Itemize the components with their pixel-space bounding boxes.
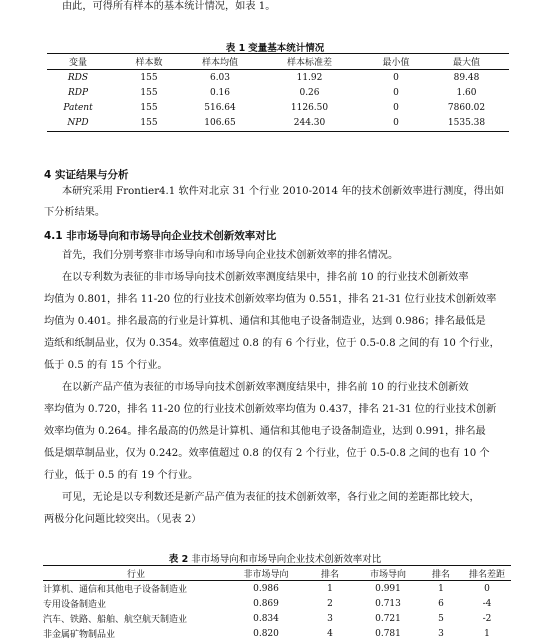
table-cell: 专用设备制造业 (43, 600, 107, 610)
table-cell: -2 (482, 613, 492, 624)
table-row (43, 626, 511, 641)
table-cell: 89.48 (453, 72, 480, 83)
table-cell: 0 (393, 117, 399, 128)
table-cell: 0 (484, 583, 490, 594)
table-cell: 0.721 (375, 613, 401, 624)
section-heading-4-1: 4.1 非市场导向和市场导向企业技术创新效率对比 (44, 230, 277, 242)
table-cell: 1535.38 (447, 117, 486, 128)
table-cell: 计算机、通信和其他电子设备制造业 (43, 585, 188, 595)
table2-header-cell: 排名 (320, 570, 339, 580)
paragraph-line: 低是烟草制品业，仅为 0.242。效率值超过 0.8 的仅有 2 个行业，位于 0.5-0.8 之间的也有 10 个 (44, 448, 490, 459)
table2-body (43, 581, 511, 641)
table1-header-cell: 样本标准差 (286, 58, 332, 68)
table-cell: 1 (327, 583, 333, 594)
paragraph-line: 均值为 0.401。排名最高的行业是计算机、通信和其他电子设备制造业，达到 0.986；排名最低是 (44, 316, 486, 327)
table-cell: 汽车、铁路、船舶、航空航天制造业 (43, 615, 188, 625)
paragraph-line: 行业，低于 0.5 的有 19 个行业。 (44, 470, 199, 481)
table-cell: 非金属矿物制品业 (43, 630, 116, 640)
table2-header (43, 566, 511, 581)
table2-header-cell: 行业 (126, 570, 145, 580)
table-cell: 1126.50 (290, 102, 329, 113)
table1-caption-label: 表 1 (225, 43, 246, 54)
table2-caption (0, 551, 550, 565)
table-cell: -4 (482, 598, 492, 609)
section-heading-4: 4 实证结果与分析 (44, 169, 129, 181)
table2-header-cell: 排名差距 (468, 570, 505, 580)
table2-header-cell: 非市场导向 (243, 570, 289, 580)
table-cell: 106.65 (204, 117, 236, 128)
table-row (43, 611, 511, 626)
paragraph-line: 首先，我们分别考察非市场导向和市场导向企业技术创新效率的排名情况。 (62, 250, 399, 261)
paragraph-line: 低于 0.5 的有 15 个行业。 (44, 360, 168, 371)
table2-header-cell: 市场导向 (369, 570, 406, 580)
table-cell: 0.991 (375, 583, 401, 594)
table-cell: 1 (438, 583, 444, 594)
table-cell: 3 (327, 613, 333, 624)
table-cell: 4 (327, 628, 333, 639)
table-cell: 3 (438, 628, 444, 639)
paragraph-line: 可见，无论是以专利数还是新产品产值为表征的技术创新效率，各行业之间的差距都比较大， (62, 492, 480, 503)
table-cell: 1 (484, 628, 490, 639)
intro-line: 由此，可得所有样本的基本统计情况，如表 1。 (62, 1, 276, 12)
table1-caption-text: 变量基本统计情况 (248, 43, 325, 54)
table-cell: 0.986 (253, 583, 279, 594)
table1-header-cell: 最小值 (382, 58, 410, 68)
table2-header-row (43, 566, 511, 581)
table-cell: Patent (63, 102, 93, 113)
paragraph-line: 造纸和纸制品业，仅为 0.354。效率值超过 0.8 的有 6 个行业，位于 0.5-0.8 之间的有 10 个行业， (44, 338, 500, 349)
table1-header-row (47, 54, 509, 69)
table-cell: 11.92 (296, 72, 323, 83)
table-cell: 0.820 (253, 628, 279, 639)
table-row (47, 85, 509, 100)
paragraph-line: 在以专利数为表征的非市场导向技术创新效率测度结果中，排名前 10 的行业技术创新效率 (62, 272, 469, 283)
table-cell: 1.60 (456, 87, 477, 98)
table-row (43, 596, 511, 611)
table1-header-cell: 样本数 (135, 58, 163, 68)
table-cell: 0 (393, 102, 399, 113)
table2-header-cell: 排名 (431, 570, 450, 580)
paragraph-line: 本研究采用 Frontier4.1 软件对北京 31 个行业 2010-2014 年的技术创新效率进行测度，得出如 (62, 186, 505, 197)
table-cell: NPD (67, 117, 89, 128)
paragraph-line: 在以新产品产值为表征的市场导向技术创新效率测度结果中，排名前 10 的行业技术创新效 (62, 382, 469, 393)
table2-caption-label: 表 2 (168, 554, 189, 565)
table-row (47, 70, 509, 85)
table-cell: 244.30 (293, 117, 326, 128)
table-cell: 0.26 (299, 87, 320, 98)
table-cell: 0 (393, 87, 399, 98)
table1 (47, 54, 509, 69)
table-cell: RDS (67, 72, 89, 83)
table1-bottom-rule (47, 131, 509, 132)
table1-header-cell: 最大值 (452, 58, 480, 68)
table-cell: 6.03 (209, 72, 231, 83)
table-cell: RDP (67, 87, 89, 98)
table-cell: 155 (140, 117, 158, 128)
table1-header-cell: 样本均值 (201, 58, 238, 68)
table-cell: 155 (140, 72, 158, 83)
table-cell: 7860.02 (447, 102, 486, 113)
table2-caption-text: 非市场导向和市场导向企业技术创新效率对比 (191, 554, 382, 565)
table-row (47, 115, 509, 130)
table-cell: 0.16 (209, 87, 231, 98)
table1-body (47, 70, 509, 130)
table-row (43, 581, 511, 596)
table-cell: 2 (327, 598, 333, 609)
paragraph-line: 下分析结果。 (44, 207, 106, 218)
table-cell: 6 (438, 598, 444, 609)
paragraph-line: 两极分化问题比较突出。（见表 2） (44, 514, 202, 525)
paragraph-line: 均值为 0.801，排名 11-20 位的行业技术创新效率均值为 0.551，排名 21-31 位行业技术创新效率 (44, 294, 497, 305)
table-cell: 0.713 (375, 598, 401, 609)
paragraph-line: 效率均值为 0.264。排名最高的仍然是计算机、通信和其他电子设备制造业，达到 0.991，排名最 (44, 426, 486, 437)
table-cell: 5 (438, 613, 444, 624)
table-cell: 155 (140, 102, 158, 113)
table-cell: 0 (393, 72, 399, 83)
table1-header-cell: 变量 (68, 58, 87, 68)
table-row (47, 100, 509, 115)
table-cell: 0.869 (253, 598, 279, 609)
table-cell: 0.781 (375, 628, 401, 639)
table-cell: 516.64 (204, 102, 236, 113)
paragraph-line: 率均值为 0.720，排名 11-20 位的行业技术创新效率均值为 0.437，排名 21-31 位的行业技术创新 (44, 404, 497, 415)
table1-caption (0, 40, 550, 54)
table-cell: 0.834 (253, 613, 279, 624)
table-cell: 155 (140, 87, 158, 98)
